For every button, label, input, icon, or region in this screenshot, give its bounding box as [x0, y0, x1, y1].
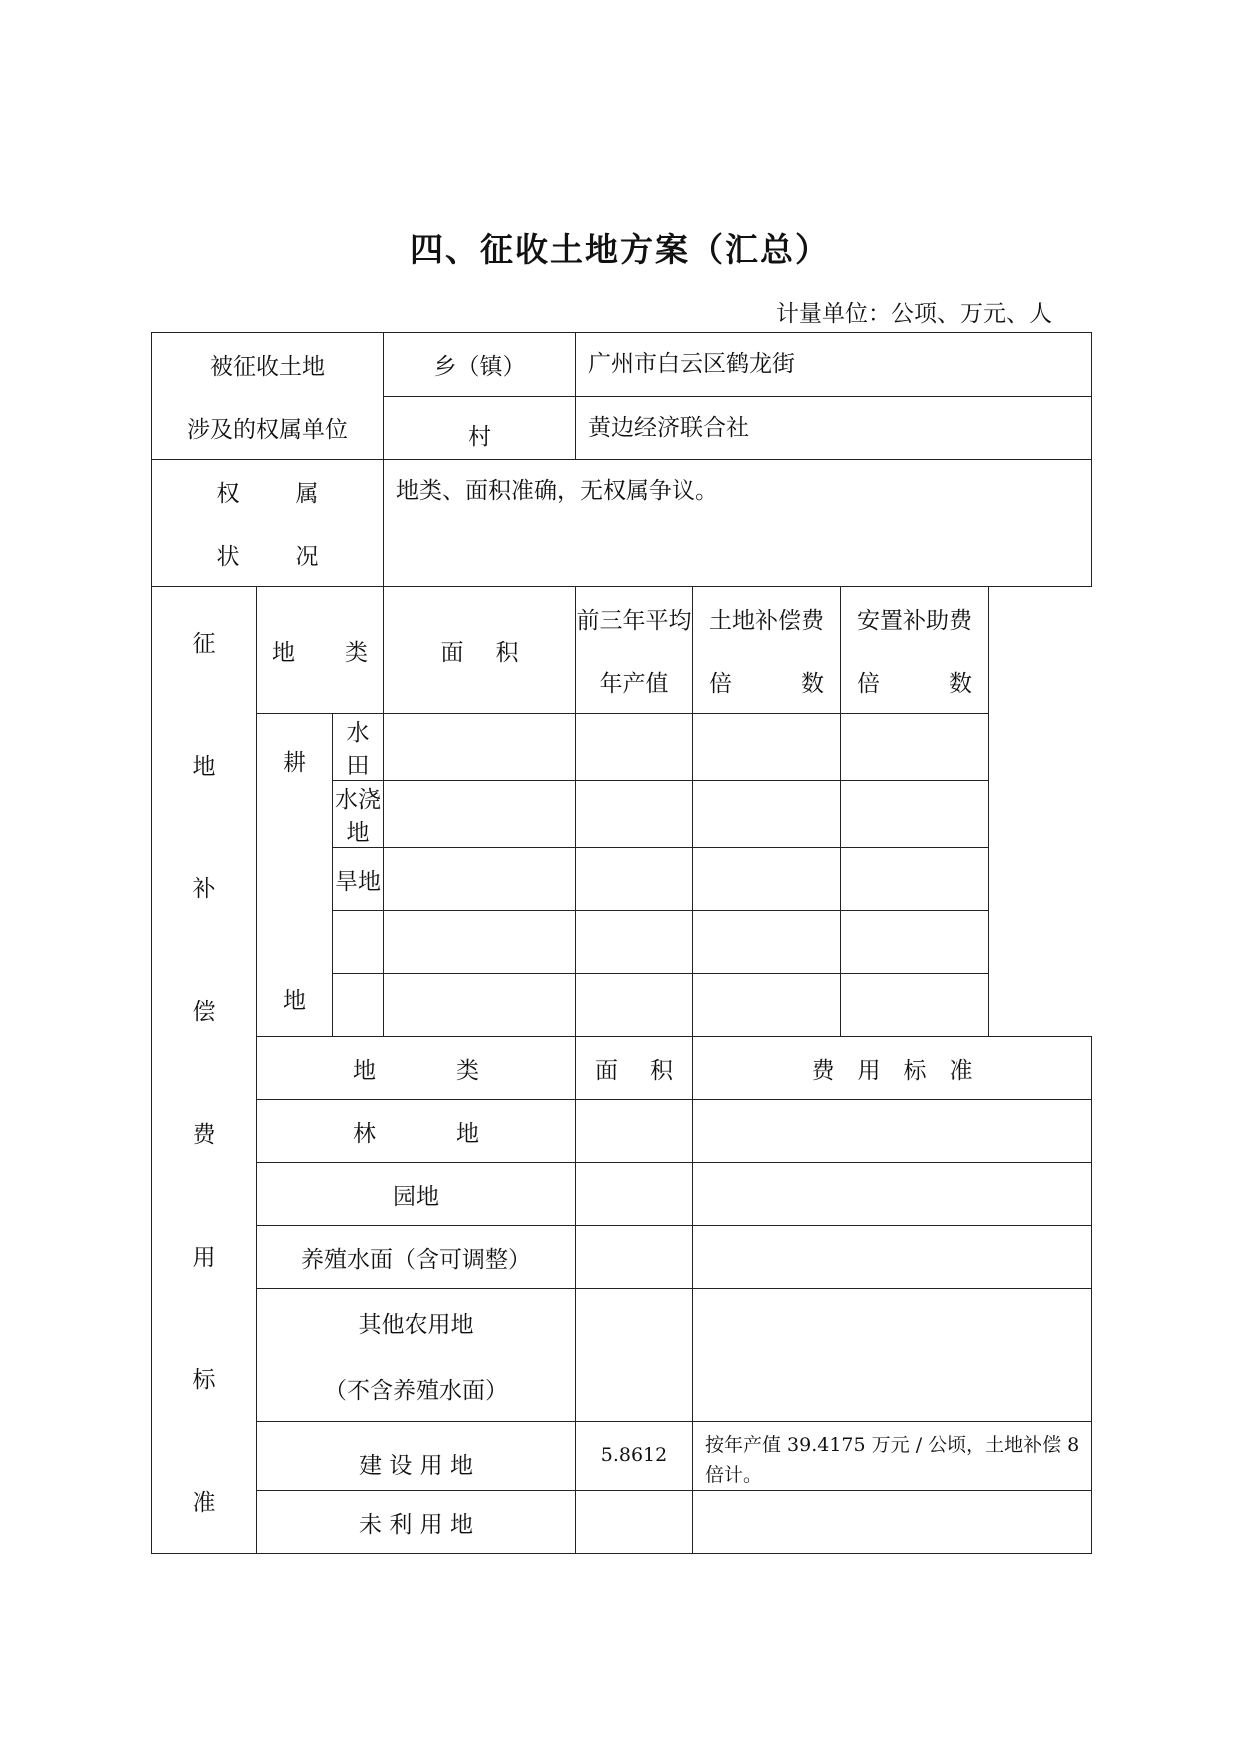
- land-type-header: [257, 587, 384, 714]
- unused-fee: [693, 1491, 1092, 1554]
- land-type-header-b: 类: [345, 639, 368, 666]
- document-title: 四、征收土地方案（汇总）: [410, 230, 830, 269]
- blank-row-1-label: [333, 911, 384, 974]
- blank-row-2-resettle: [841, 974, 989, 1037]
- garden-area: [576, 1163, 693, 1226]
- fee-standard-header: 费 用 标 准: [693, 1037, 1092, 1100]
- resettle-multiple-a: 倍: [857, 671, 880, 697]
- forest-land-a: 林: [353, 1120, 376, 1147]
- cultivated-char-bottom: 地: [283, 988, 306, 1014]
- blank-row-2-avg: [576, 974, 693, 1037]
- irrigated-avg: [576, 781, 693, 848]
- side-char: 标: [192, 1367, 216, 1394]
- blank-row-1-area: [384, 911, 576, 974]
- side-char: 地: [192, 753, 216, 780]
- forest-land-label: [257, 1100, 576, 1163]
- aquaculture-fee: [693, 1226, 1092, 1289]
- rights-label-b2: 况: [295, 544, 319, 570]
- aquaculture-label: 养殖水面（含可调整）: [257, 1226, 576, 1289]
- resettle-line1: 安置补助费: [857, 608, 972, 634]
- cultivated-land-label: [257, 714, 333, 1037]
- land-comp-multiple-a: 倍: [709, 671, 732, 697]
- area-header-b: 积: [495, 639, 519, 666]
- paddy-resettle: [841, 714, 989, 781]
- blank-row-1-comp: [693, 911, 841, 974]
- aquaculture-area: [576, 1226, 693, 1289]
- side-char: 偿: [192, 999, 216, 1026]
- other-ag-area: [576, 1289, 693, 1422]
- side-char: 用: [192, 1244, 216, 1271]
- other-ag-land-label: [257, 1289, 576, 1422]
- rights-value: 地类、面积准确，无权属争议。: [384, 460, 1092, 587]
- village-label: 村: [384, 396, 576, 460]
- land-comp-line1: 土地补偿费: [709, 608, 824, 634]
- avg-output-line2: 年产值: [599, 671, 669, 697]
- garden-fee: [693, 1163, 1092, 1226]
- dry-avg: [576, 848, 693, 911]
- blank-row-2-comp: [693, 974, 841, 1037]
- measurement-unit: 计量单位：公项、万元、人: [776, 301, 1052, 327]
- cultivated-char-top: 耕: [283, 750, 306, 776]
- side-char: 补: [192, 876, 216, 903]
- ownership-label-line1: 被征收土地: [210, 354, 325, 380]
- land-type-header-a: 地: [272, 639, 295, 666]
- other-ag-line2: （不含养殖水面）: [324, 1377, 508, 1404]
- land-acquisition-table: [151, 332, 1092, 1554]
- land-comp-multiple-b: 数: [801, 671, 824, 697]
- avg-output-header: [576, 587, 693, 714]
- area-header-a: 面: [440, 639, 464, 666]
- unused-land-label: 未 利 用 地: [257, 1491, 576, 1554]
- area-header-2-a: 面: [595, 1057, 618, 1084]
- side-char: 准: [192, 1489, 216, 1516]
- area-header-cell: [384, 587, 576, 714]
- area-header-2: [576, 1037, 693, 1100]
- irrigated-resettle: [841, 781, 989, 848]
- town-label: 乡（镇）: [384, 333, 576, 397]
- other-ag-line1: 其他农用地: [358, 1311, 474, 1338]
- forest-land-b: 地: [456, 1120, 479, 1147]
- rights-label-b1: 状: [216, 544, 240, 570]
- side-char: 费: [192, 1121, 216, 1148]
- rights-label-a1: 权: [216, 481, 240, 507]
- land-type-header-2: [257, 1037, 576, 1100]
- avg-output-line1: 前三年平均: [576, 608, 692, 634]
- land-type-header-2-b: 类: [456, 1057, 479, 1084]
- land-type-header-2-a: 地: [353, 1057, 376, 1084]
- blank-row-1-resettle: [841, 911, 989, 974]
- ownership-label-line2: 涉及的权属单位: [187, 417, 348, 443]
- blank-row-2-label: [333, 974, 384, 1037]
- paddy-area: [384, 714, 576, 781]
- dry-area: [384, 848, 576, 911]
- resettle-header: [841, 587, 989, 714]
- village-value: 黄边经济联合社: [576, 396, 1092, 460]
- area-header-2-b: 积: [650, 1057, 673, 1084]
- dry-land-label: 旱地: [333, 848, 384, 911]
- garden-land-label: 园地: [257, 1163, 576, 1226]
- blank-row-2-area: [384, 974, 576, 1037]
- resettle-multiple-b: 数: [949, 671, 972, 697]
- other-ag-fee: [693, 1289, 1092, 1422]
- land-comp-header: [693, 587, 841, 714]
- irrigated-land-label: 水浇地: [333, 781, 384, 848]
- side-char: 征: [192, 631, 216, 657]
- town-value: 广州市白云区鹤龙街: [576, 333, 1092, 397]
- dry-resettle: [841, 848, 989, 911]
- construction-land-label: 建 设 用 地: [257, 1422, 576, 1491]
- blank-row-1-avg: [576, 911, 693, 974]
- irrigated-area: [384, 781, 576, 848]
- ownership-label-cell: [152, 333, 384, 460]
- paddy-field-label: 水 田: [333, 714, 384, 781]
- construction-area: 5.8612: [576, 1422, 693, 1491]
- dry-comp: [693, 848, 841, 911]
- forest-fee: [693, 1100, 1092, 1163]
- irrigated-comp: [693, 781, 841, 848]
- rights-label-a2: 属: [295, 481, 319, 507]
- compensation-standard-side-label: [152, 587, 257, 1554]
- paddy-avg: [576, 714, 693, 781]
- forest-area: [576, 1100, 693, 1163]
- rights-label-cell: [152, 460, 384, 587]
- construction-fee-note: 按年产值 39.4175 万元 / 公顷，土地补偿 8 倍计。: [693, 1422, 1092, 1491]
- unused-area: [576, 1491, 693, 1554]
- paddy-comp: [693, 714, 841, 781]
